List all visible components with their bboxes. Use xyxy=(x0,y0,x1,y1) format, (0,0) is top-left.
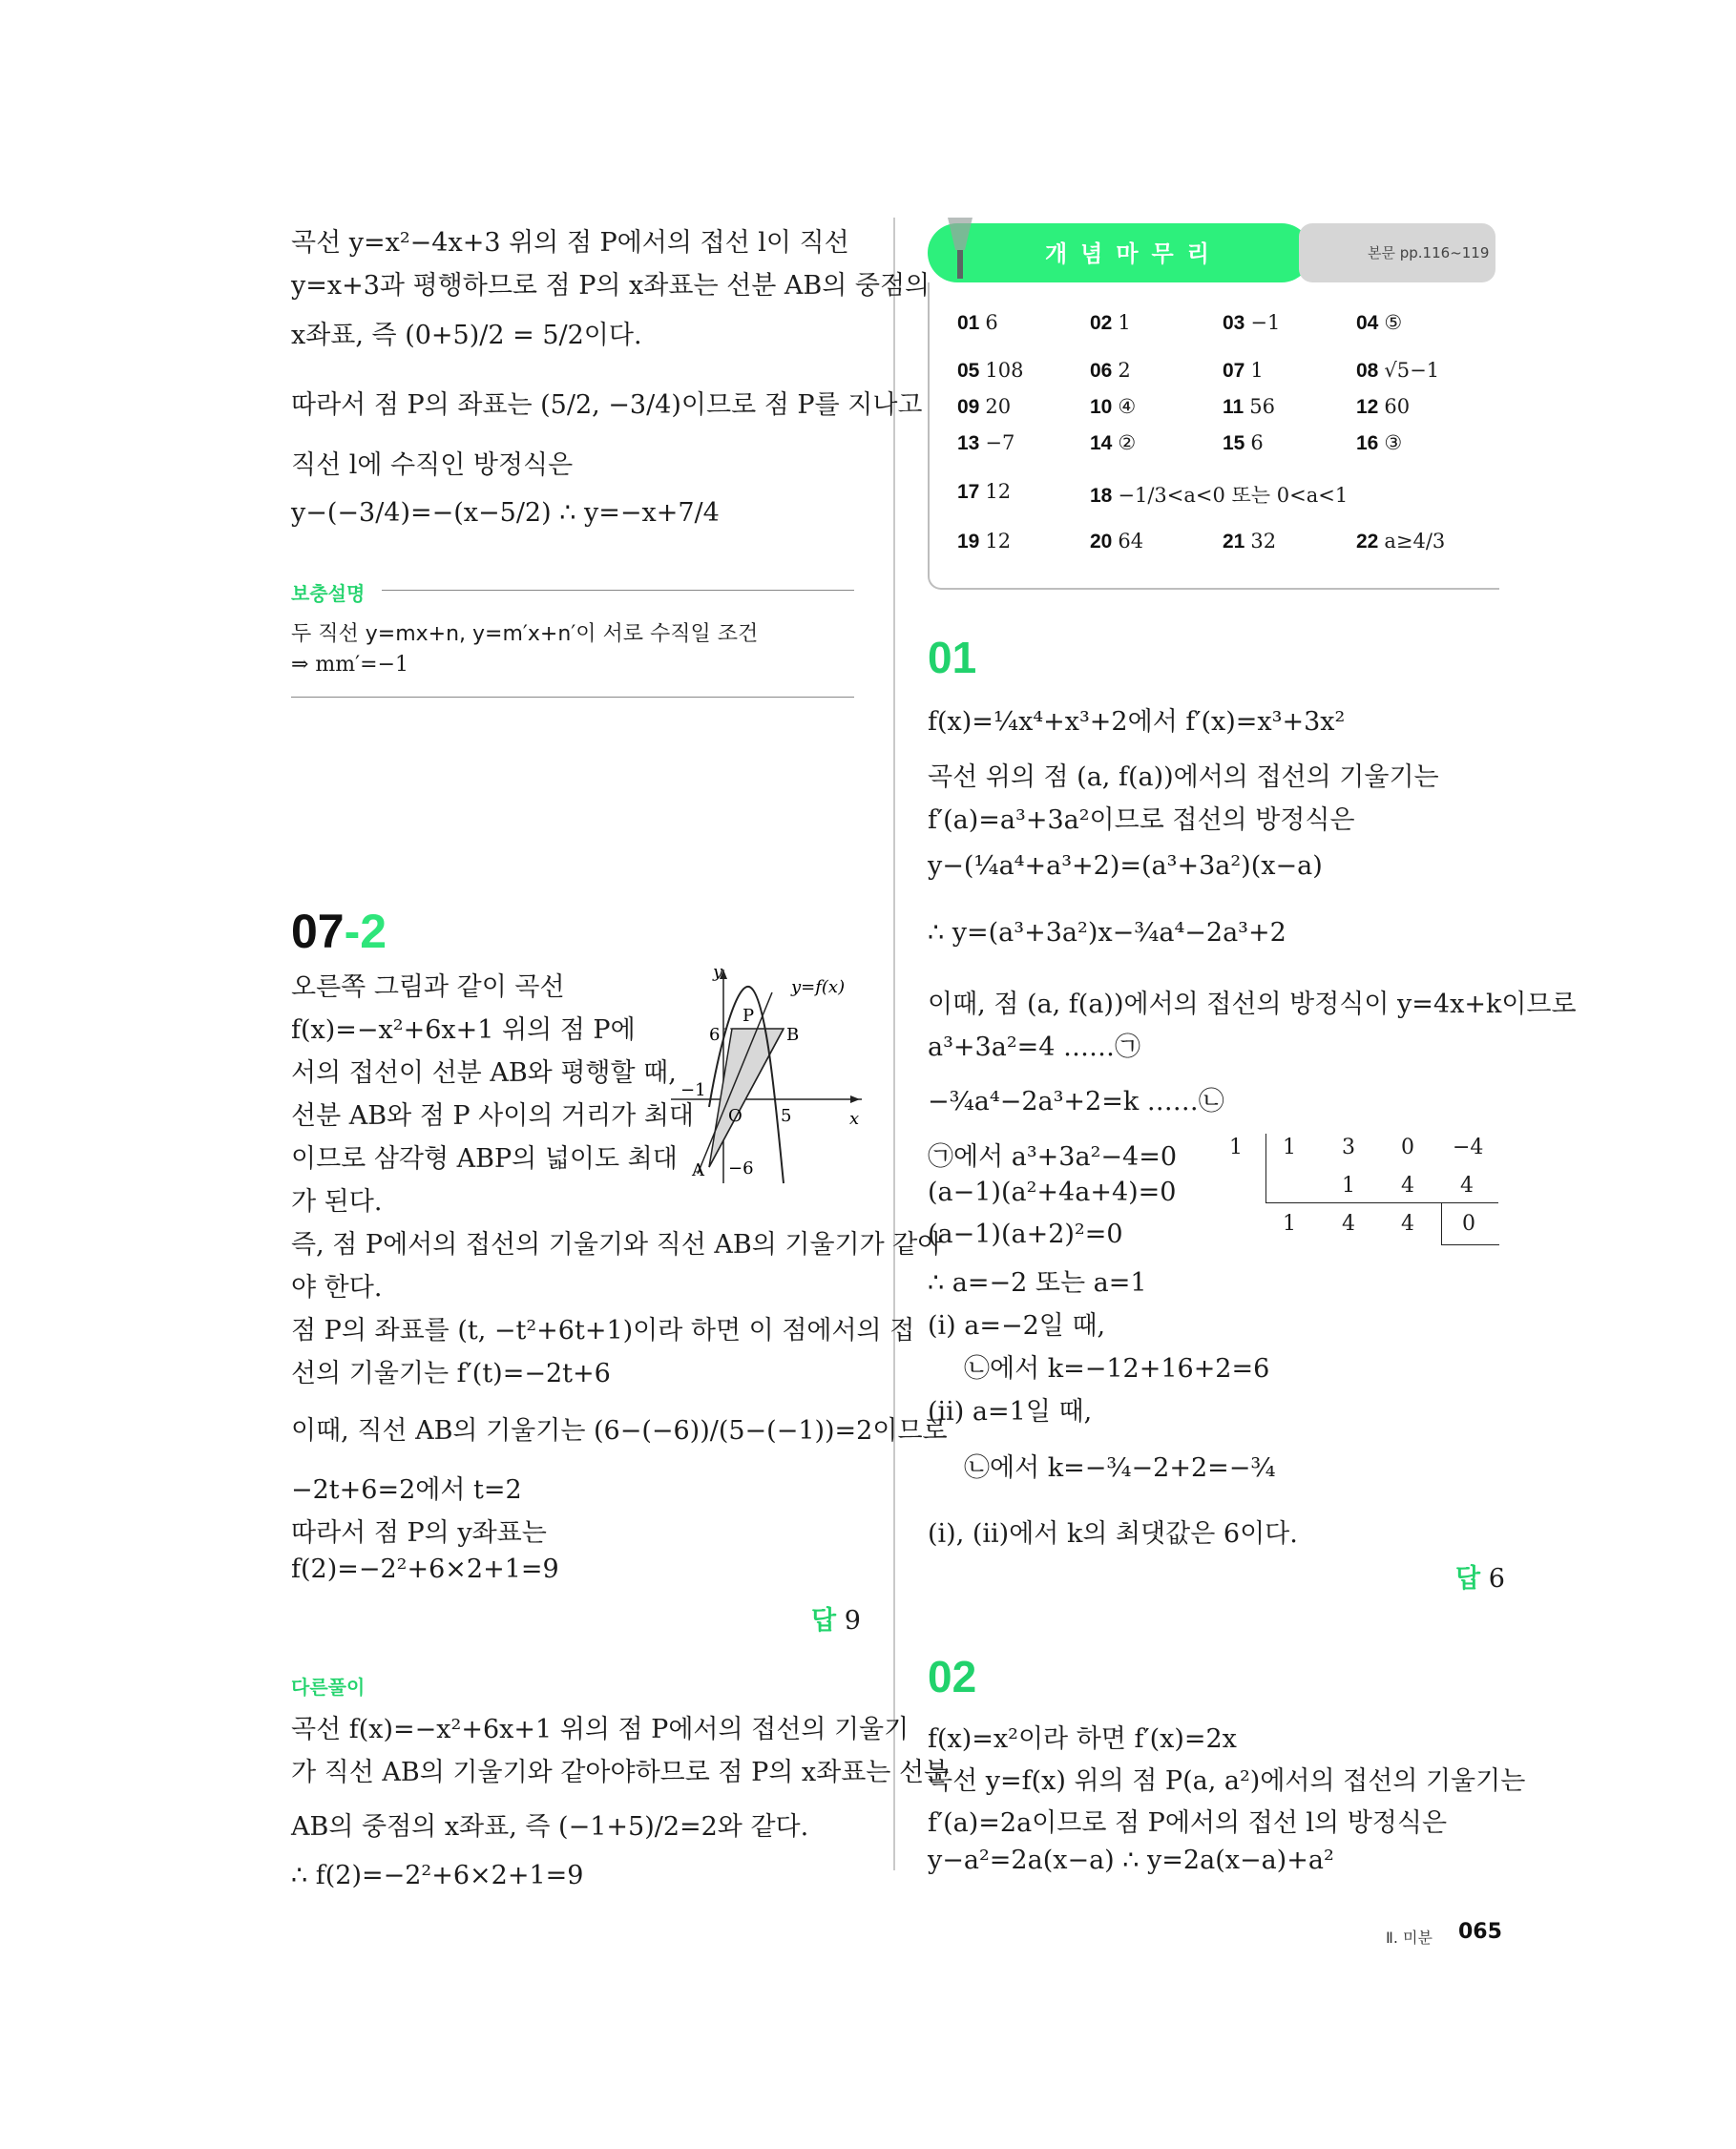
page-number: 065 xyxy=(1458,1920,1502,1944)
graph-axis-label: y xyxy=(713,964,723,982)
text-line: 따라서 점 P의 좌표는 (5/2, −3/4)이므로 점 P를 지나고 xyxy=(291,390,923,420)
solution-line: ㉡에서 k=−¾−2+2=−¾ xyxy=(964,1453,1276,1483)
body-line: 선의 기울기는 f′(t)=−2t+6 xyxy=(291,1359,611,1388)
graph-axis-label: x xyxy=(849,1109,860,1129)
answer: 답 9 xyxy=(811,1606,861,1636)
footer-section: Ⅱ. 미분 xyxy=(1386,1929,1433,1947)
intro-line: 이므로 삼각형 ABP의 넓이도 최대 xyxy=(291,1144,678,1174)
text-line: 직선 l에 수직인 방정식은 xyxy=(291,450,574,480)
alt-line: ∴ f(2)=−2²+6×2+1=9 xyxy=(291,1861,584,1890)
text-line: y−(−3/4)=−(x−5/2) ∴ y=−x+7/4 xyxy=(291,498,720,528)
solution-line: f(x)=x²이라 하면 f′(x)=2x xyxy=(928,1724,1237,1754)
parabola-graph xyxy=(671,964,862,1193)
solution-line: (a−1)(a²+4a+4)=0 xyxy=(928,1178,1177,1207)
intro-line: 오른쪽 그림과 같이 곡선 xyxy=(291,972,565,1002)
synth-cell: −4 xyxy=(1453,1136,1484,1159)
intro-line: f(x)=−x²+6x+1 위의 점 P에 xyxy=(291,1015,636,1045)
review-banner-title: 개념마무리 xyxy=(1045,240,1223,267)
answer-item: 15 6 xyxy=(1223,431,1264,454)
graph-curve-label: y=f(x) xyxy=(791,977,846,997)
answer-item: 21 32 xyxy=(1223,530,1277,553)
body-line: 점 P의 좌표를 (t, −t²+6t+1)이라 하면 이 점에서의 접 xyxy=(291,1316,915,1346)
answer-item: 20 64 xyxy=(1090,530,1144,553)
synth-vline xyxy=(1265,1134,1266,1202)
synth-cell: 4 xyxy=(1460,1174,1474,1198)
solution-line: a³+3a²=4 ……㉠ xyxy=(928,1033,1141,1062)
alt-line: 곡선 f(x)=−x²+6x+1 위의 점 P에서의 접선의 기울기 xyxy=(291,1715,910,1744)
graph-point-label: A xyxy=(692,1160,704,1180)
answer-item: 05 108 xyxy=(957,359,1024,382)
answer-item: 06 2 xyxy=(1090,359,1131,382)
intro-line: 선분 AB와 점 P 사이의 거리가 최대 xyxy=(291,1101,694,1131)
supplement-bottom-rule xyxy=(291,697,854,698)
answer-item: 16 ③ xyxy=(1356,431,1403,454)
answer-item: 08 √5−1 xyxy=(1356,359,1440,382)
solution-line: ㉡에서 k=−12+16+2=6 xyxy=(964,1354,1270,1384)
synth-cell: 4 xyxy=(1401,1174,1414,1198)
synth-cell: 3 xyxy=(1342,1136,1355,1159)
text-line: y=x+3과 평행하므로 점 P의 x좌표는 선분 AB의 중점의 xyxy=(291,271,931,301)
synth-cell: 1 xyxy=(1342,1174,1355,1198)
body-line: 즉, 점 P에서의 접선의 기울기와 직선 AB의 기울기가 같아 xyxy=(291,1230,943,1260)
graph-tick-label: 6 xyxy=(709,1025,721,1045)
body-line: 따라서 점 P의 y좌표는 xyxy=(291,1518,547,1548)
body-line: f(2)=−2²+6×2+1=9 xyxy=(291,1554,559,1584)
solution-line: y−(¼a⁴+a³+2)=(a³+3a²)(x−a) xyxy=(928,851,1323,881)
answer-item: 11 56 xyxy=(1223,395,1275,418)
problem-number: 01 xyxy=(928,633,977,682)
synth-divisor: 1 xyxy=(1229,1136,1243,1159)
answer-item: 17 12 xyxy=(957,480,1012,503)
solution-line: (ⅱ) a=1일 때, xyxy=(928,1397,1093,1427)
graph-point-label: P xyxy=(743,1006,755,1026)
solution-line: (ⅰ), (ⅱ)에서 k의 최댓값은 6이다. xyxy=(928,1519,1298,1549)
answer-item: 10 ④ xyxy=(1090,395,1137,418)
lamp-icon xyxy=(931,212,988,288)
solution-line: f′(a)=2a이므로 점 P에서의 접선 l의 방정식은 xyxy=(928,1808,1448,1838)
problem-number: 02 xyxy=(928,1652,977,1701)
solution-line: ∴ a=−2 또는 a=1 xyxy=(928,1268,1147,1298)
supplement-title: 보충설명 xyxy=(291,582,366,605)
alt-line: AB의 중점의 x좌표, 즉 (−1+5)/2=2와 같다. xyxy=(291,1812,809,1842)
answer-item: 04 ⑤ xyxy=(1356,311,1403,334)
answer-item: 13 −7 xyxy=(957,431,1015,454)
graph-tick-label: −1 xyxy=(680,1080,706,1100)
supplement-rule xyxy=(382,590,854,591)
solution-line: 곡선 y=f(x) 위의 점 P(a, a²)에서의 접선의 기울기는 xyxy=(928,1766,1526,1796)
body-line: 야 한다. xyxy=(291,1273,383,1303)
intro-line: 가 된다. xyxy=(291,1187,383,1217)
graph-tick-label: 5 xyxy=(781,1106,792,1126)
body-line: 이때, 직선 AB의 기울기는 (6−(−6))/(5−(−1))=2이므로 xyxy=(291,1416,948,1446)
solution-line: −¾a⁴−2a³+2=k ……㉡ xyxy=(928,1087,1224,1116)
synth-cell: 4 xyxy=(1401,1212,1414,1236)
body-line: −2t+6=2에서 t=2 xyxy=(291,1475,522,1505)
answer-item: 09 20 xyxy=(957,395,1012,418)
solution-line: 이때, 점 (a, f(a))에서의 접선의 방정식이 y=4x+k이므로 xyxy=(928,990,1577,1019)
text-line: 곡선 y=x²−4x+3 위의 점 P에서의 접선 l이 직선 xyxy=(291,228,849,258)
solution-line: ㉠에서 a³+3a²−4=0 xyxy=(928,1142,1177,1172)
alt-line: 가 직선 AB의 기울기와 같아야하므로 점 P의 x좌표는 선분 xyxy=(291,1758,950,1787)
alt-solution-title: 다른풀이 xyxy=(291,1676,366,1699)
problem-number: 07-2 xyxy=(291,905,387,958)
supplement-line: ⇒ mm′=−1 xyxy=(291,653,409,677)
column-divider xyxy=(893,218,895,1870)
answer: 답 6 xyxy=(1455,1564,1505,1594)
synth-cell: 1 xyxy=(1283,1212,1296,1236)
answer-item: 14 ② xyxy=(1090,431,1137,454)
synth-cell: 0 xyxy=(1462,1212,1475,1236)
synth-cell: 1 xyxy=(1283,1136,1296,1159)
synth-cell: 4 xyxy=(1342,1212,1355,1236)
solution-line: y−a²=2a(x−a) ∴ y=2a(x−a)+a² xyxy=(928,1846,1334,1875)
solution-line: 곡선 위의 점 (a, f(a))에서의 접선의 기울기는 xyxy=(928,762,1439,792)
answer-item: 02 1 xyxy=(1090,311,1131,334)
answer-item: 01 6 xyxy=(957,311,998,334)
reference-tag-text: 본문 pp.116~119 xyxy=(1368,244,1490,261)
answer-item: 19 12 xyxy=(957,530,1012,553)
graph-origin-label: O xyxy=(728,1106,743,1126)
solution-line: f′(a)=a³+3a²이므로 접선의 방정식은 xyxy=(928,805,1355,835)
synth-cell: 0 xyxy=(1401,1136,1414,1159)
graph-tick-label: −6 xyxy=(728,1158,754,1179)
solution-line: ∴ y=(a³+3a²)x−¾a⁴−2a³+2 xyxy=(928,918,1286,948)
solution-line: f(x)=¼x⁴+x³+2에서 f′(x)=x³+3x² xyxy=(928,707,1346,737)
answer-item: 12 60 xyxy=(1356,395,1411,418)
supplement-line: 두 직선 y=mx+n, y=m′x+n′이 서로 수직일 조건 xyxy=(291,622,759,646)
solution-line: (ⅰ) a=−2일 때, xyxy=(928,1311,1106,1341)
answer-item: 03 −1 xyxy=(1223,311,1281,334)
answer-item: 18 −1/3<a<0 또는 0<a<1 xyxy=(1090,484,1349,507)
solution-line: (a−1)(a+2)²=0 xyxy=(928,1220,1123,1249)
answer-item: 22 a≥4/3 xyxy=(1356,530,1446,553)
graph-point-label: B xyxy=(786,1025,800,1045)
text-line: x좌표, 즉 (0+5)/2 = 5/2이다. xyxy=(291,321,642,350)
synthetic-division xyxy=(1229,1134,1498,1248)
answer-item: 07 1 xyxy=(1223,359,1264,382)
intro-line: 서의 접선이 선분 AB와 평행할 때, xyxy=(291,1058,677,1088)
